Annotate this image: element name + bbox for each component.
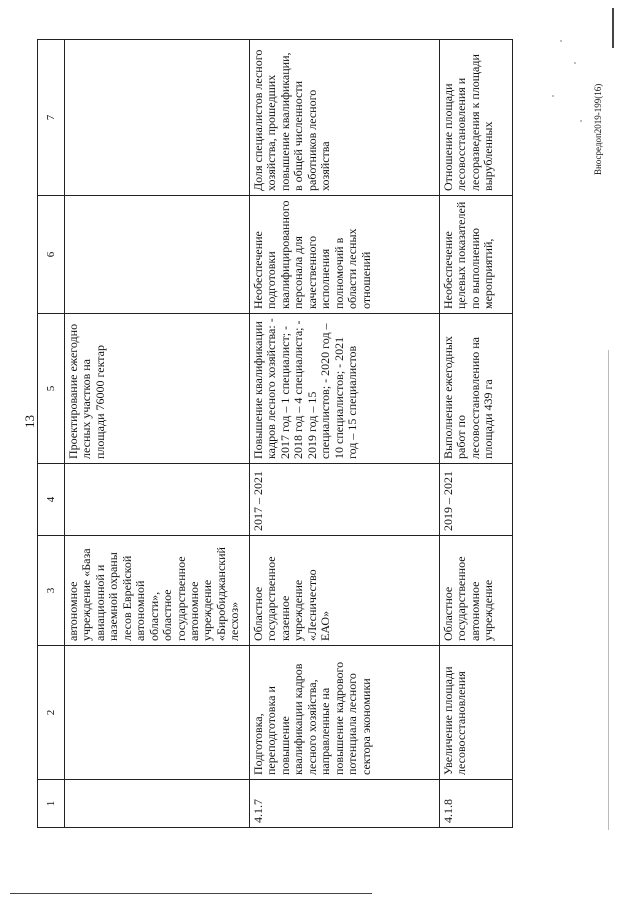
rotated-table-container [37, 40, 513, 828]
header-cell: 1 [38, 780, 65, 828]
consequence-cell: Необеспечение целевых показателей по выполнению мероприятий, [440, 196, 513, 314]
table-cell [65, 646, 250, 780]
period-cell: 2019 – 2021 [440, 464, 513, 536]
executor-cell: Областное государственное автономное учреждение [440, 536, 513, 646]
header-cell: 3 [38, 536, 65, 646]
table-row [440, 40, 513, 828]
header-cell: 6 [38, 196, 65, 314]
header-cell: 4 [38, 464, 65, 536]
right-edge-mark [612, 8, 614, 48]
header-cell: 2 [38, 646, 65, 780]
table-cell [65, 196, 250, 314]
result-cell: Проектирование ежегодно лесных участков на площади 76000 гектар [65, 314, 250, 464]
measure-cell: Увеличение площади лесовосстановления [440, 646, 513, 780]
result-cell: Выполнение ежегодных работ по лесовосстановлению на площади 439 га [440, 314, 513, 464]
right-edge-line [608, 350, 609, 830]
table-cell [65, 464, 250, 536]
header-row [38, 40, 65, 828]
measure-cell: Подготовка, переподготовка и повышение квалификации кадров лесного хозяйства, направленные на повышение кадрового потенциала лесного сектора экономики [250, 646, 440, 780]
plan-table [37, 39, 513, 828]
result-cell: Повышение квалификации кадров лесного хозяйства: - 2017 год – 1 специалист; - 2018 год – 4 специалиста; - 2019 год – 15 специалистов; - 2020 год – 10 специалистов; - 2021 год – 15 специалистов [250, 314, 440, 464]
file-identifier: Вносредоп2019-199(16) [593, 83, 603, 175]
number-cell: 4.1.8 [440, 780, 513, 828]
number-cell: 4.1.7 [250, 780, 440, 828]
bottom-rule [10, 893, 372, 894]
consequence-cell: Необеспечение подготовки квалифицированного персонала для качественного исполнения полномочий в области лесных отношений [250, 196, 440, 314]
period-cell: 2017 – 2021 [250, 464, 440, 536]
table-cell [65, 780, 250, 828]
table-row [65, 40, 250, 828]
table-row [250, 40, 440, 828]
header-cell: 5 [38, 314, 65, 464]
page-number: 13 [22, 415, 37, 428]
header-cell: 7 [38, 40, 65, 196]
executor-cell: автономное учреждение «База авиационной и наземной охраны лесов Еврейской автономной области», областное государственное автономное учреждение «Биробиджанский лесхоз» [65, 536, 250, 646]
indicator-cell: Отношение площади лесовосстановления и лесоразведения к площади вырубленных [440, 40, 513, 196]
executor-cell: Областное государственное казенное учреждение «Лесничество ЕАО» [250, 536, 440, 646]
table-cell [65, 40, 250, 196]
indicator-cell: Доля специалистов лесного хозяйства, прошедших повышение квалификации, в общей численности работников лесного хозяйства [250, 40, 440, 196]
